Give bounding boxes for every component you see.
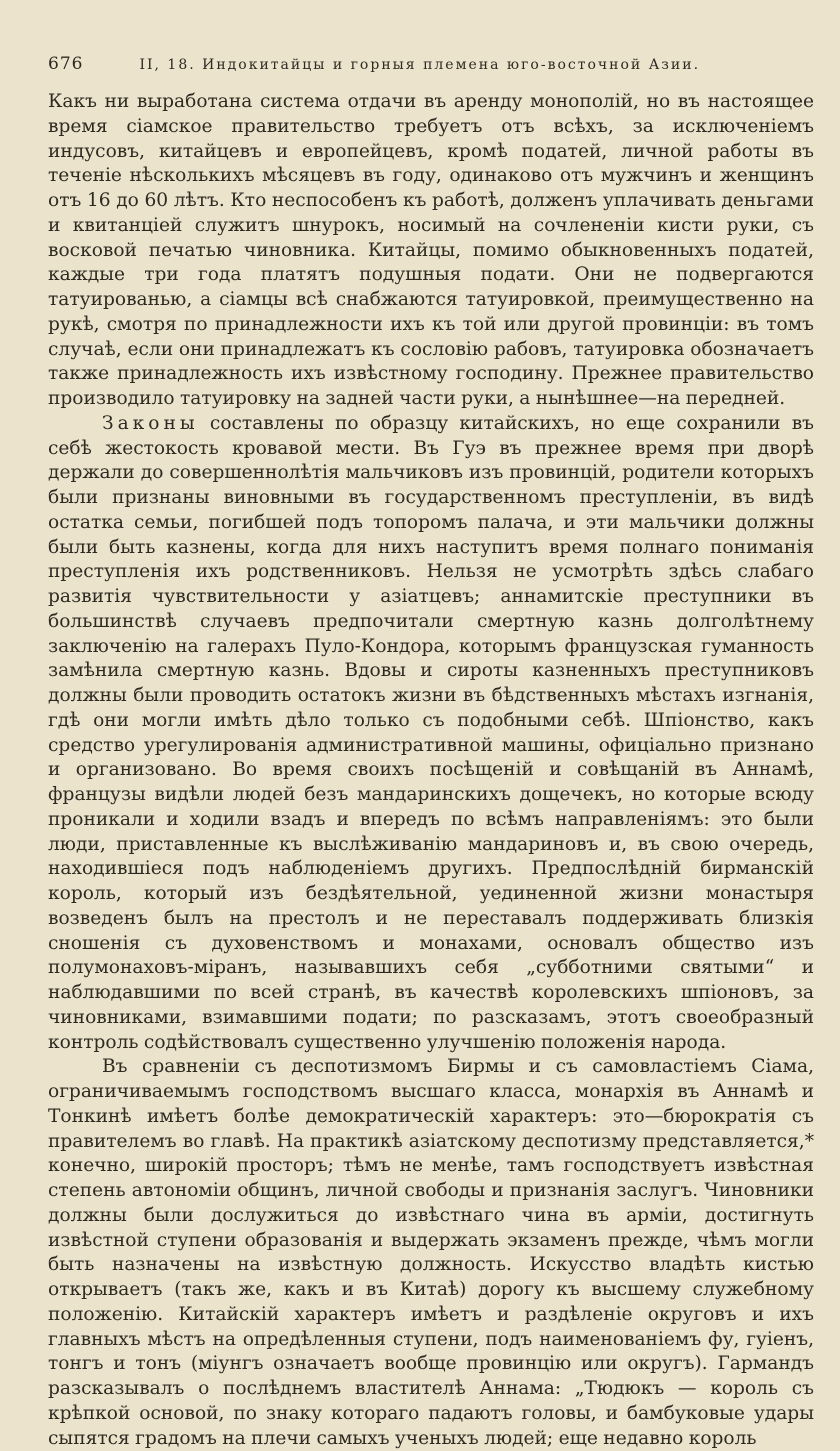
paragraph-text: составлены по образцу китайскихъ, но еще сохранили въ себѣ жестокость кровавой мести. Въ Гуэ въ прежнее время при дворѣ держали до совершеннолѣтія мальчиковъ изъ провинцій, родители которыхъ были признаны виновными въ государственномъ преступленіи, въ видѣ остатка семьи, погибшей подъ топоромъ палача, и эти мальчики должны были быть казнены, когда для нихъ наступитъ время полнаго пониманія преступленія ихъ родственниковъ. Нельзя не усмотрѣть здѣсь слабаго развитія чувствительности у азіатцевъ; аннамитскіе преступники въ большинствѣ случаевъ предпочитали смертную казнь долголѣтнему заключенію на галерахъ Пуло-Кондора, которымъ французская гуманность замѣнила смертную казнь. Вдовы и сироты казненныхъ преступниковъ должны были проводить остатокъ жизни въ бѣдственныхъ мѣстахъ изгнанія, гдѣ они могли имѣть дѣло только съ подобными себѣ. Шпіонство, какъ средство урегулированія административной машины, офиціально признано и организовано. Во время своихъ посѣщеній и совѣщаній въ Аннамѣ, французы видѣли людей безъ мандаринскихъ дощечекъ, но которые всюду проникали и ходили взадъ и впередъ по всѣмъ направленіямъ: это были люди, приставленные къ выслѣживанію мандариновъ и, въ свою очередь, находившіеся подъ наблюденіемъ другихъ. Предпослѣдній бирманскій король, который изъ бездѣятельной, уединенной жизни монастыря возведенъ былъ на престолъ и не переставалъ поддерживать близкія сношенія съ духовенствомъ и монахами, основалъ общество изъ полумонаховъ-міранъ, называвшихъ себя „субботними святыми“ и наблюдавшими по всей странѣ, въ качествѣ королевскихъ шпіоновъ, за чиновниками, взимавшими подати; по разсказамъ, этотъ своеобразный контроль содѣйствовалъ существенно улучшенію положенія народа. (48, 412, 814, 1053)
page-body (48, 90, 814, 1451)
page-header (48, 54, 814, 74)
running-head: II, 18. Индокитайцы и горныя племена юго-восточной Азии. (139, 57, 701, 73)
paragraph-lead-word: Законы (102, 412, 199, 434)
paragraph-text: Въ сравненіи съ деспотизмомъ Бирмы и съ самовластіемъ Сіама, ограничиваемымъ господствомъ высшаго класса, монархія въ Аннамѣ и Тонкинѣ имѣетъ болѣе демократическій характеръ: это—бюрократія съ правителемъ во главѣ. На практикѣ азіатскому деспотизму представляется,* конечно, широкій просторъ; тѣмъ не менѣе, тамъ господствуетъ извѣстная степень автономіи общинъ, личной свободы и признанія заслугъ. Чиновники должны были дослужиться до извѣстнаго чина въ арміи, достигнуть извѣстной ступени образованія и выдержать экзаменъ прежде, чѣмъ могли быть назначены на извѣстную должность. Искусство владѣть кистью открываетъ (такъ же, какъ и въ Китаѣ) дорогу къ высшему служебному положенію. Китайскій характеръ имѣетъ и раздѣленіе округовъ и ихъ главныхъ мѣстъ на опредѣленныя ступени, подъ наименованіемъ фу, гуіенъ, тонгъ и тонъ (міунгъ означаетъ вообще провинцію или округъ). Гармандъ разсказывалъ о послѣднемъ властителѣ Аннама: „Тюдюкъ — король съ крѣпкой основой, по знаку котораго падаютъ головы, и бамбуковые удары сыпятся градомъ на плечи самыхъ ученыхъ людей; еще недавно король (48, 1056, 814, 1449)
paragraph-text: Какъ ни выработана система отдачи въ аренду монополій, но въ настоящее время сіамское правительство требуетъ отъ всѣхъ, за исключеніемъ индусовъ, китайцевъ и европейцевъ, кромѣ податей, личной работы въ теченіе нѣсколькихъ мѣсяцевъ въ году, одинаково отъ мужчинъ и женщинъ отъ 16 до 60 лѣтъ. Кто неспособенъ къ работѣ, долженъ уплачивать деньгами и квитанціей служитъ шнурокъ, носимый на сочлененіи кисти руки, съ восковой печатью чиновника. Китайцы, помимо обыкновенныхъ податей, каждые три года платятъ подушныя подати. Они не подвергаются татуированью, а сіамцы всѣ снабжаются татуировкой, преимущественно на рукѣ, смотря по принадлежности ихъ къ той или другой провинціи: въ томъ случаѣ, если они принадлежатъ къ сословію рабовъ, татуировка обозначаетъ также принадлежность ихъ извѣстному господину. Прежнее правительство производило татуировку на задней части руки, а нынѣшнее—на передней. (48, 91, 814, 409)
paragraph-laws (48, 412, 814, 1056)
page-number: 676 (48, 54, 84, 74)
paragraph-taxes (48, 90, 814, 412)
paragraph-monarchy (48, 1055, 814, 1451)
